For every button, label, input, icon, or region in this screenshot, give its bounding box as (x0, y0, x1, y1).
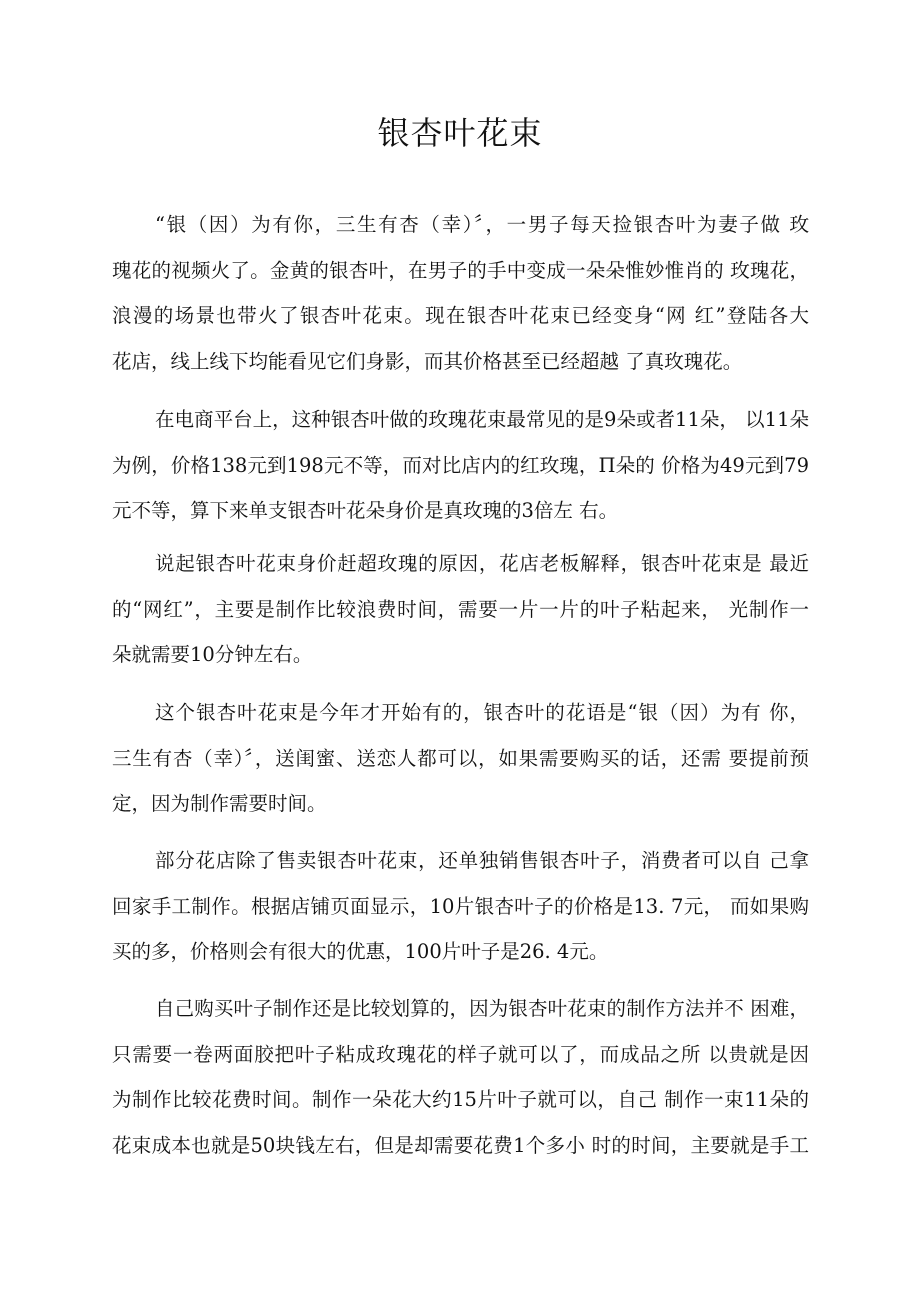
text-line: 瑰花的视频火了。金黄的银杏叶，在男子的手中变成一朵朵惟妙惟肖的 玫瑰花， (112, 258, 809, 282)
text-line: 买的多，价格则会有很大的优惠，100片叶子是26. 4元。 (112, 940, 609, 964)
text-line: “银（因）为有你，三生有杏（幸）〞，一男子每天捡银杏叶为妻子做 玫 (155, 213, 809, 236)
text-line: 在电商平台上，这种银杏叶做的玫瑰花束最常见的是9朵或者11朵， 以11朵 (155, 408, 809, 431)
text-line: 花束成本也就是50块钱左右，但是却需要花费1个多小 时的时间，主要就是手工 (112, 1134, 809, 1158)
paragraph (112, 701, 809, 838)
paragraph (112, 849, 809, 986)
text-line: 自己购买叶子制作还是比较划算的，因为银杏叶花束的制作方法并不 困难， (155, 997, 809, 1020)
text-line: 三生有杏（幸）〞，送闺蜜、送恋人都可以，如果需要购买的话，还需 要提前预 (112, 746, 809, 770)
paragraph (112, 213, 809, 396)
text-line: 定，因为制作需要时间。 (112, 792, 327, 816)
text-line: 浪漫的场景也带火了银杏叶花束。现在银杏叶花束已经变身“网 红”登陆各大 (112, 304, 809, 328)
text-line: 说起银杏叶花束身价赶超玫瑰的原因，花店老板解释，银杏叶花束是 最近 (155, 552, 809, 575)
text-line: 花店，线上线下均能看见它们身影，而其价格甚至已经超越 了真玫瑰花。 (112, 350, 743, 374)
text-line: 的“网红”，主要是制作比较浪费时间，需要一片一片的叶子粘起来， 光制作一 (112, 597, 809, 621)
paragraph (112, 552, 809, 689)
text-line: 只需要一卷两面胶把叶子粘成玫瑰花的样子就可以了，而成品之所 以贵就是因 (112, 1042, 809, 1066)
document-title: 银杏叶花束 (377, 114, 543, 152)
text-line: 部分花店除了售卖银杏叶花束，还单独销售银杏叶子，消费者可以自 己拿 (155, 849, 809, 872)
paragraph (112, 408, 809, 545)
text-line: 为制作比较花费时间。制作一朵花大约15片叶子就可以，自己 制作一束11朵的 (112, 1088, 809, 1112)
paragraph (112, 997, 809, 1180)
text-line: 这个银杏叶花束是今年才开始有的，银杏叶的花语是“银（因）为有 你， (155, 701, 809, 724)
text-line: 回家手工制作。根据店铺页面显示，10片银杏叶子的价格是13. 7元， 而如果购 (112, 894, 809, 918)
text-line: 元不等，算下来单支银杏叶花朵身价是真玫瑰的3倍左 右。 (112, 499, 619, 523)
text-line: 为例，价格138元到198元不等，而对比店内的红玫瑰，Π朵的 价格为49元到79 (112, 453, 809, 477)
text-line: 朵就需要10分钟左右。 (112, 643, 313, 667)
